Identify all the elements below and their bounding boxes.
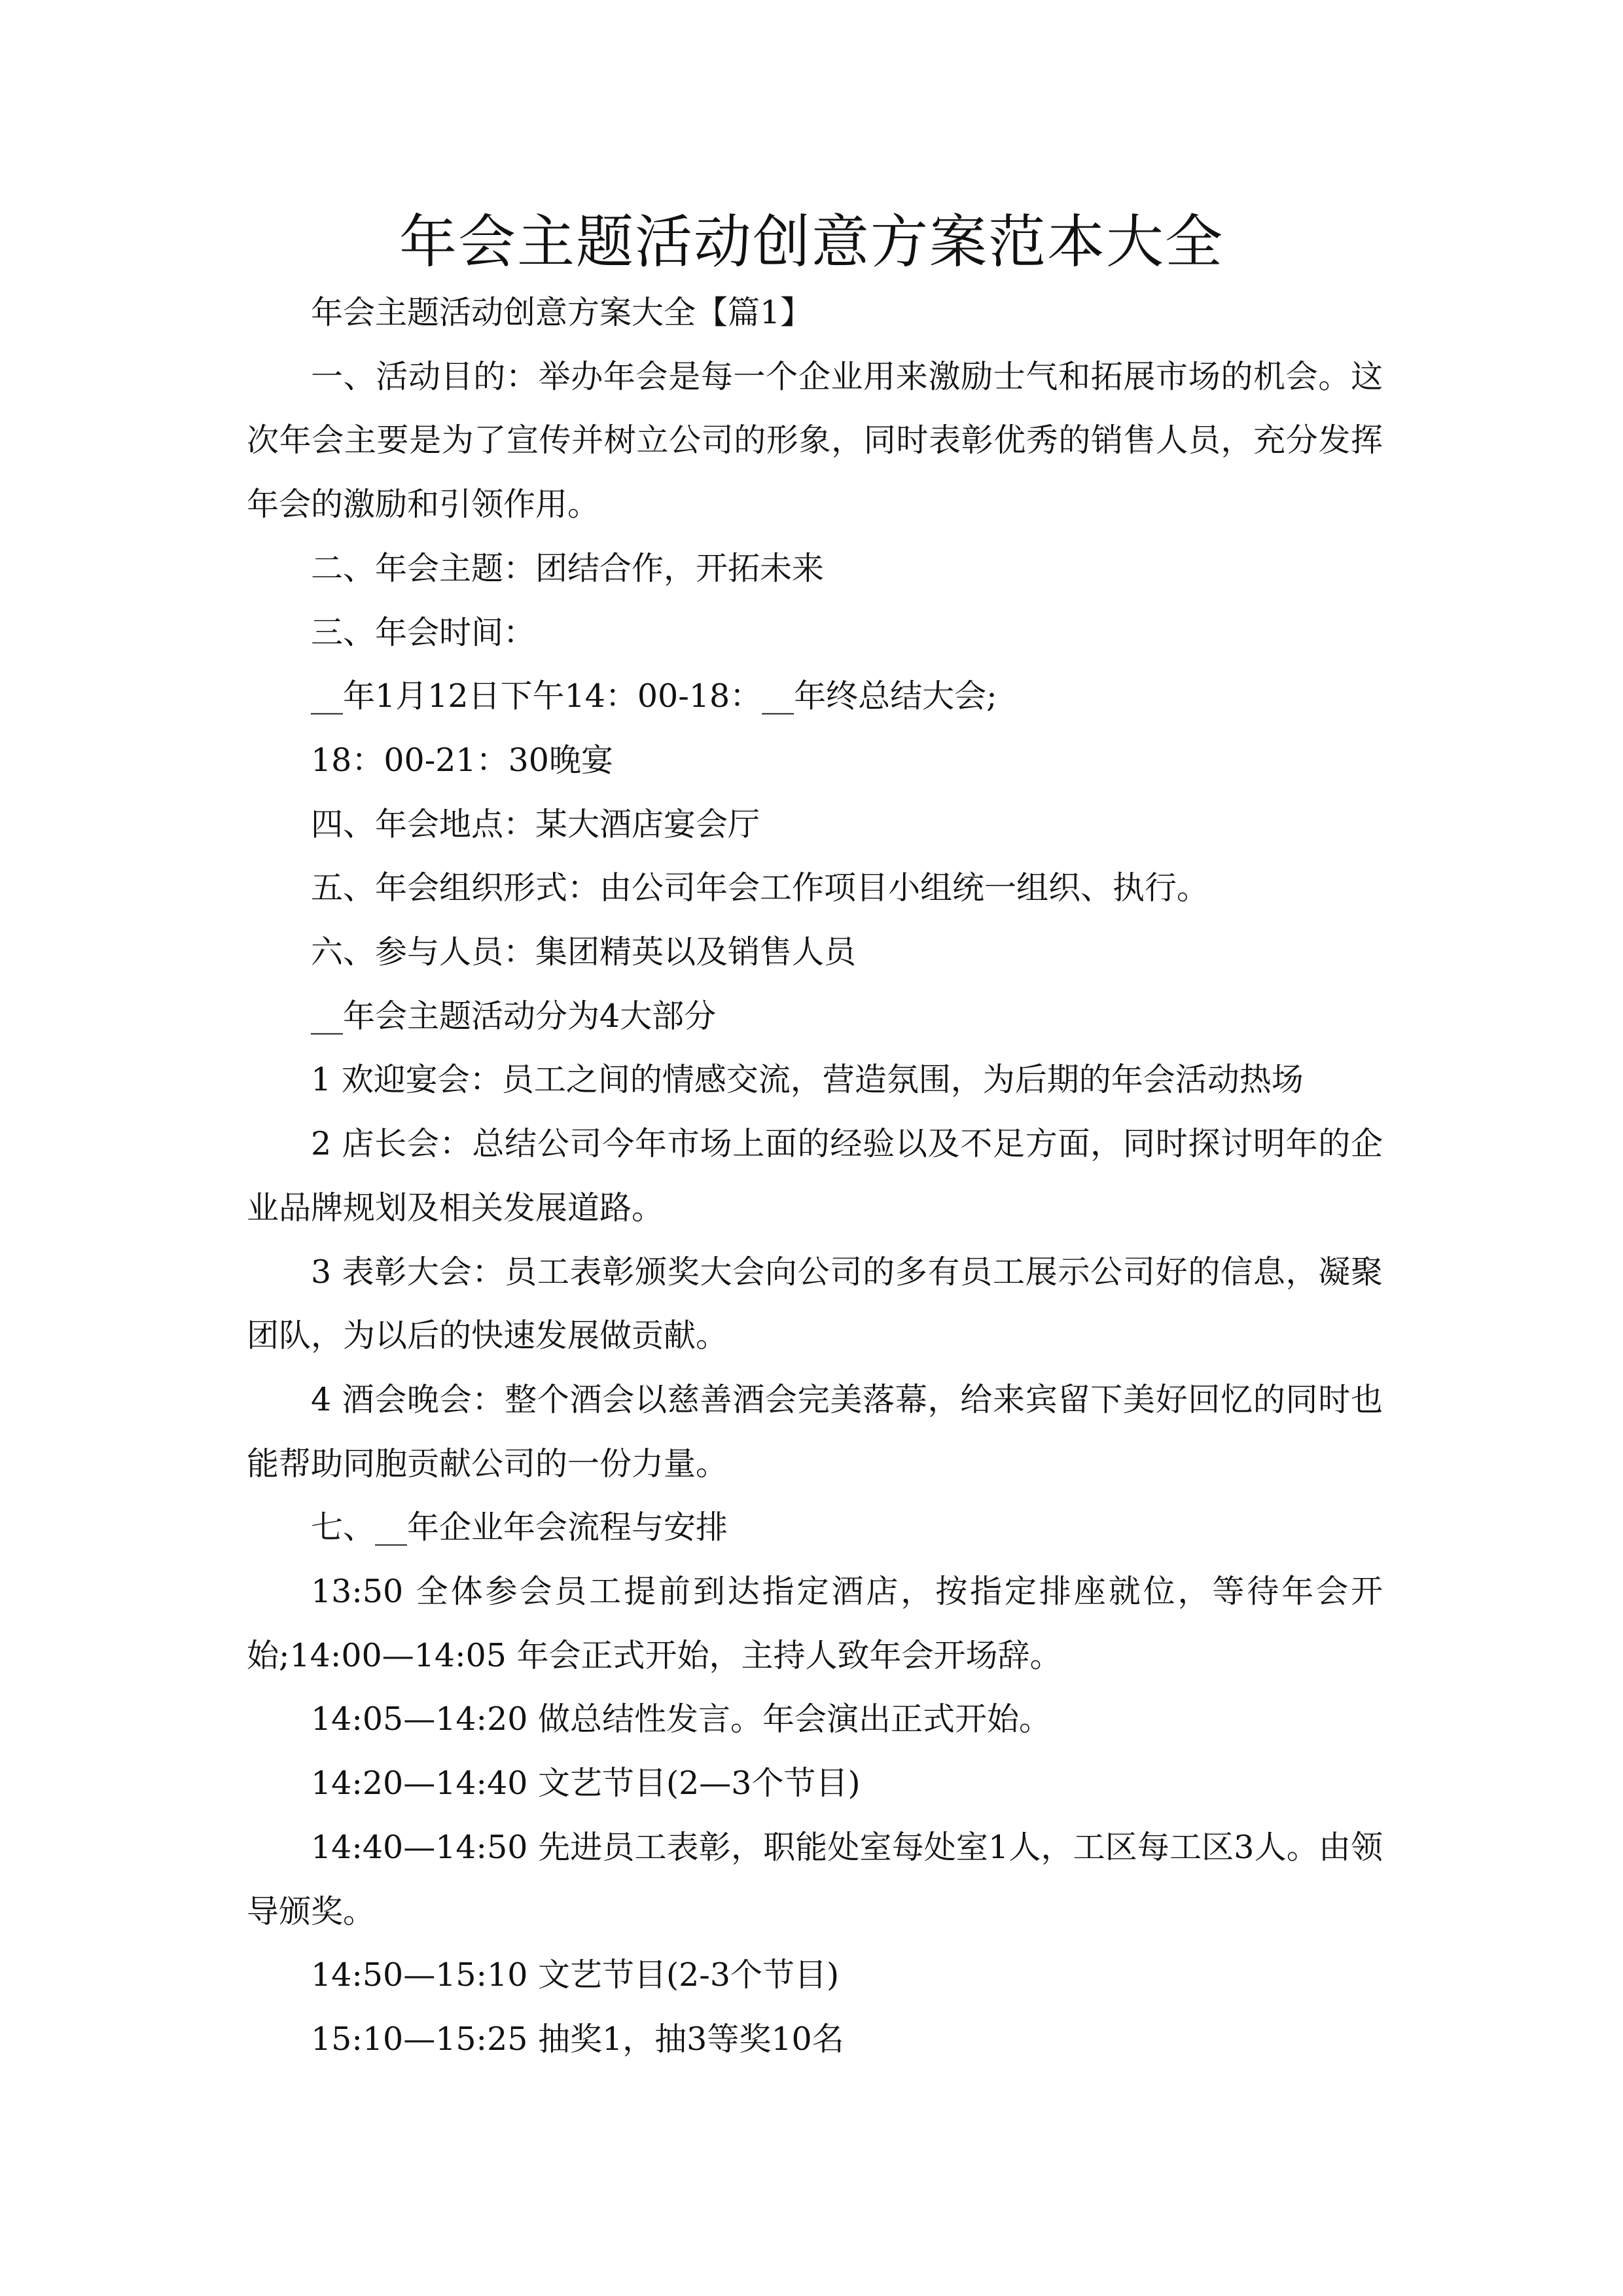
paragraph-heading: 年会主题活动创意方案大全【篇1】 <box>311 294 813 331</box>
paragraph-organization: 五、年会组织形式：由公司年会工作项目小组统一组织、执行。 <box>311 869 1209 907</box>
document-body <box>247 281 1383 2072</box>
paragraph-schedule-heading: 七、__年企业年会流程与安排 <box>311 1509 728 1547</box>
paragraph-schedule-5: 14:50—15:10 文艺节目(2-3个节目) <box>311 1956 840 1994</box>
paragraph-participants: 六、参与人员：集团精英以及销售人员 <box>311 933 857 971</box>
paragraph-part-1: 1 欢迎宴会：员工之间的情感交流，营造氛围，为后期的年会活动热场 <box>311 1061 1304 1099</box>
paragraph-part-4: 4 酒会晚会：整个酒会以慈善酒会完美落幕，给来宾留下美好回忆的同时也能帮助同胞贡献公司的一份力量。 <box>247 1380 1383 1482</box>
paragraph-time-heading: 三、年会时间： <box>311 613 536 651</box>
paragraph-schedule-6: 15:10—15:25 抽奖1，抽3等奖10名 <box>311 2020 844 2058</box>
paragraph-location: 四、年会地点：某大酒店宴会厅 <box>311 805 760 843</box>
paragraph-parts-intro: __年会主题活动分为4大部分 <box>311 997 717 1035</box>
paragraph-schedule-1: 13:50 全体参会员工提前到达指定酒店，按指定排座就位，等待年会开始;14:00—14:05 年会正式开始，主持人致年会开场辞。 <box>247 1573 1383 1674</box>
paragraph-theme: 二、年会主题：团结合作，开拓未来 <box>311 549 825 587</box>
paragraph-time-2: 18：00-21：30晚宴 <box>311 741 613 779</box>
document-title: 年会主题活动创意方案范本大全 <box>399 208 1224 276</box>
paragraph-schedule-4: 14:40—14:50 先进员工表彰，职能处室每处室1人，工区每工区3人。由领导颁奖。 <box>247 1828 1383 1930</box>
paragraph-purpose: 一、活动目的：举办年会是每一个企业用来激励士气和拓展市场的机会。这次年会主要是为了宣传并树立公司的形象，同时表彰优秀的销售人员，充分发挥年会的激励和引领作用。 <box>247 357 1383 524</box>
paragraph-part-2: 2 店长会：总结公司今年市场上面的经验以及不足方面，同时探讨明年的企业品牌规划及相关发展道路。 <box>247 1125 1383 1227</box>
paragraph-schedule-3: 14:20—14:40 文艺节目(2—3个节目) <box>311 1765 861 1803</box>
paragraph-schedule-2: 14:05—14:20 做总结性发言。年会演出正式开始。 <box>311 1700 1051 1738</box>
paragraph-time-1: __年1月12日下午14：00-18：__年终总结大会; <box>311 677 997 715</box>
paragraph-part-3: 3 表彰大会：员工表彰颁奖大会向公司的多有员工展示公司好的信息，凝聚团队，为以后的快速发展做贡献。 <box>247 1253 1383 1355</box>
